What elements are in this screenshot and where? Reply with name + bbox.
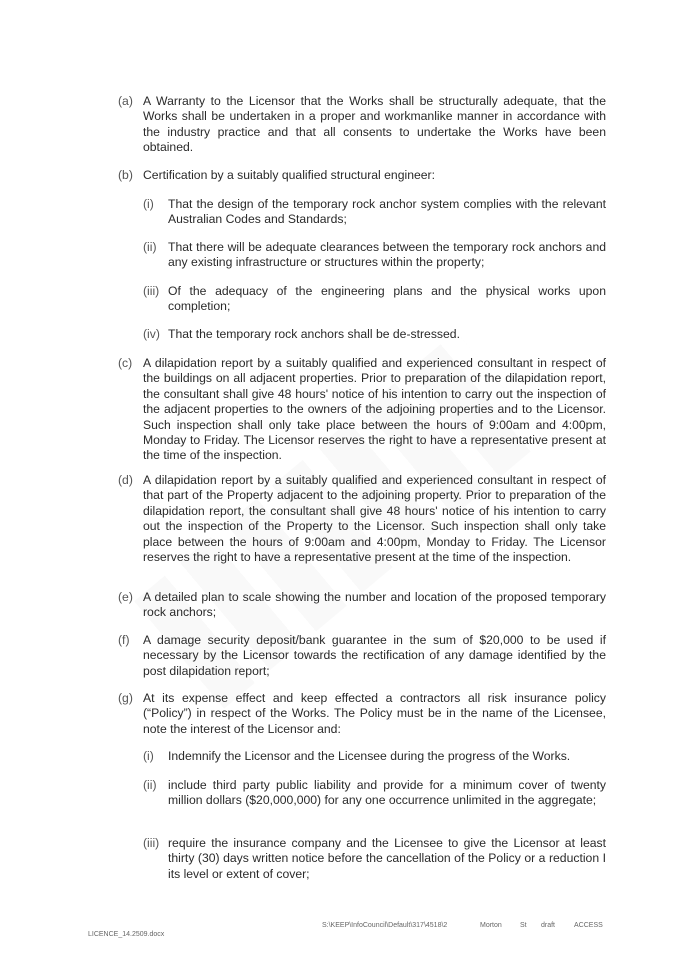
footer-access: ACCESS — [574, 922, 603, 929]
subclause-b-iii — [143, 284, 606, 315]
subclause-b-i — [143, 197, 606, 228]
clause-text: A dilapidation report by a suitably qualified and experienced consultant in respect of that part of the Property adjacent to the adjoining property. Prior to preparation of the dilapidation report, the consultant shall give 48 hours' notice of his intention to carry out the inspection of the Property to the Licensor. Such inspection shall only take place between the hours of 9:00am and 4:00pm, Monday to Friday. The Licensor reserves the right to have a representative present at the time of the inspection. — [143, 473, 606, 565]
clause-label: (c) — [118, 356, 133, 370]
footer-filename: LICENCE_14.2509.docx — [88, 931, 165, 938]
subclause-g-ii — [143, 778, 606, 809]
clause-a — [118, 94, 606, 156]
clause-label: (a) — [118, 94, 133, 108]
clause-text: At its expense effect and keep effected a contractors all risk insurance policy (“Policy”) in respect of the Works. The Policy must be in the name of the Licensee, note the interest of the Licensor and: — [143, 691, 606, 736]
subclause-b-ii — [143, 240, 606, 271]
clause-text: A dilapidation report by a suitably qualified and experienced consultant in respect of the buildings on all adjacent properties. Prior to preparation of the dilapidation report, the consultant shall give 48 hours' notice of his intention to carry out the inspection of the adjacent properties to the owners of the adjoining properties and to the Licensor. Such inspection shall only take place between the hours of 9:00am and 4:00pm, Monday to Friday. The Licensor reserves the right to have a representative present at the time of the inspection. — [143, 356, 606, 463]
clause-text: A Warranty to the Licensor that the Works shall be structurally adequate, that the Works shall be undertaken in a proper and workmanlike manner in accordance with the industry practice and that all consents to undertake the Works have been obtained. — [143, 94, 606, 155]
subclause-label: (ii) — [143, 778, 157, 792]
clause-e — [118, 590, 606, 621]
subclause-text: Indemnify the Licensor and the Licensee during the progress of the Works. — [168, 749, 571, 763]
subclause-text: require the insurance company and the Licensee to give the Licensor at least thirty (30) days written notice before the cancellation of the Policy or a reduction I its level or extent of cover; — [168, 836, 606, 881]
clause-b — [118, 168, 606, 183]
clause-d — [118, 473, 606, 565]
clause-label: (f) — [118, 633, 130, 647]
subclause-text: Of the adequacy of the engineering plans and the physical works upon completion; — [168, 284, 606, 314]
subclause-text: That there will be adequate clearances between the temporary rock anchors and any existing infrastructure or structures within the property; — [168, 240, 606, 270]
subclause-g-iii — [143, 836, 606, 882]
clause-text: A detailed plan to scale showing the number and location of the proposed temporary rock anchors; — [143, 590, 606, 620]
clause-f — [118, 633, 606, 679]
footer-draft: draft — [541, 922, 556, 929]
clause-text: Certification by a suitably qualified structural engineer: — [143, 168, 435, 182]
clause-label: (d) — [118, 473, 133, 487]
clause-label: (g) — [118, 691, 133, 705]
clause-label: (e) — [118, 590, 133, 604]
footer-street: Morton — [480, 922, 502, 929]
clause-text: A damage security deposit/bank guarantee in the sum of $20,000 to be used if necessary by the Licensor towards the rectification of any damage identified by the post dilapidation report; — [143, 633, 606, 678]
subclause-text: That the temporary rock anchors shall be de-stressed. — [168, 327, 460, 341]
subclause-label: (iii) — [143, 836, 160, 850]
subclause-label: (ii) — [143, 240, 157, 254]
footer-st: St — [520, 922, 527, 929]
subclause-g-i — [143, 749, 606, 764]
footer-path: S:\KEEP\InfoCouncil\Default\317\4518\2 — [322, 922, 448, 929]
subclause-label: (i) — [143, 749, 154, 763]
subclause-b-iv — [143, 327, 606, 342]
clause-c — [118, 356, 606, 464]
clause-g — [118, 691, 606, 737]
clause-label: (b) — [118, 168, 133, 182]
subclause-label: (i) — [143, 197, 154, 211]
subclause-text: include third party public liability and provide for a minimum cover of twenty million dollars ($20,000,000) for any one occurrence unlimited in the aggregate; — [168, 778, 606, 808]
subclause-label: (iii) — [143, 284, 160, 298]
subclause-label: (iv) — [143, 327, 160, 341]
subclause-text: That the design of the temporary rock anchor system complies with the relevant Australian Codes and Standards; — [168, 197, 606, 227]
